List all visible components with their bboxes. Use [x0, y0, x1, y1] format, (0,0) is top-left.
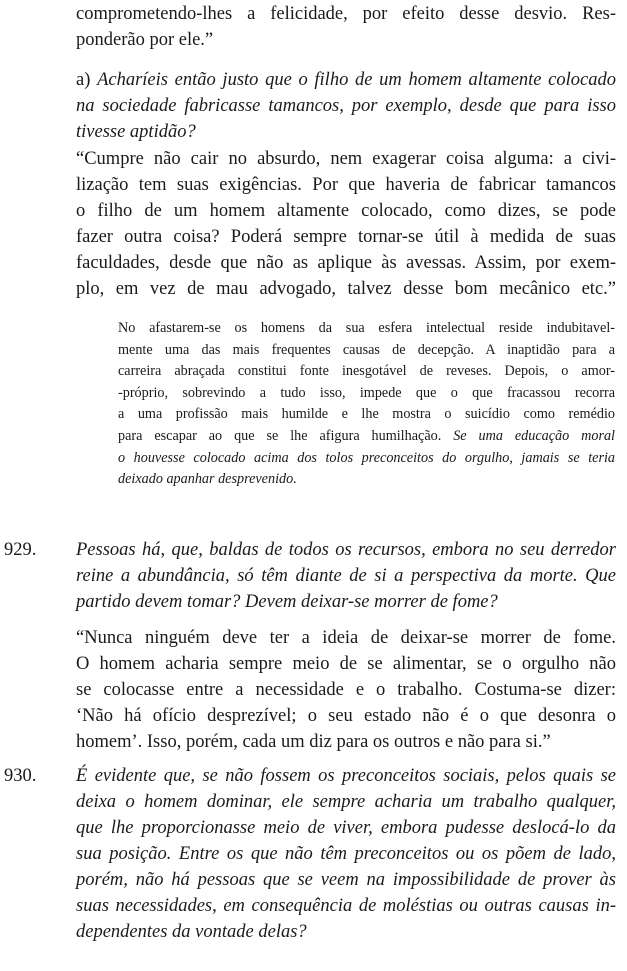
- commentary-line-7: o houvesse colocado acima dos tolos preconceitos do orgulho, jamais se teria: [118, 449, 615, 466]
- q929-question: [76, 537, 616, 615]
- item-a-answer-line-1: “Cumpre não cair no absurdo, nem exagerar coisa alguma: a civi-: [76, 149, 616, 169]
- q930-question-line-7: dependentes da vontade delas?: [76, 922, 307, 942]
- item-a-question-line-2: na sociedade fabricasse tamancos, por exemplo, desde que para isso: [76, 96, 616, 116]
- item-a-answer-line-2: lização tem suas exigências. Por que haveria de fabricar tamancos: [76, 175, 616, 195]
- commentary-mixed-regular: para escapar ao que se lhe afigura humilhação.: [118, 427, 442, 444]
- q930-question: [76, 763, 616, 945]
- item-a-question-first: Acharíeis então justo que o filho de um homem altamente colocado: [97, 70, 616, 90]
- item-a-question-line-3: tivesse aptidão?: [76, 122, 196, 142]
- q929-answer-line-1: “Nunca ninguém deve ter a ideia de deixar-se morrer de fome.: [76, 628, 616, 648]
- item-a-question-line-1: [76, 67, 616, 93]
- q930-question-line-3: que lhe proporcionasse meio de viver, embora pudesse deslocá-lo da: [76, 818, 616, 838]
- q930-question-line-6: suas necessidades, em consequência de moléstias ou outras causas in-: [76, 896, 616, 916]
- q929-question-line-2: reine a abundância, só têm diante de si a perspectiva da morte. Que: [76, 566, 616, 586]
- commentary-line-2: mente uma das mais frequentes causas de decepção. A inaptidão para a: [118, 341, 615, 358]
- item-a-label: a): [76, 70, 91, 90]
- commentary-line-3: carreira abraçada constitui fonte inesgotável de reveses. Depois, o amor-: [118, 363, 615, 380]
- commentary-line-4: -próprio, sobrevindo a tudo isso, impede que o que fracassou recorra: [118, 384, 615, 401]
- q929-answer: [76, 625, 616, 755]
- commentary-line-1: No afastarem-se os homens da sua esfera intelectual reside indubitavel-: [118, 320, 615, 336]
- q930-question-line-1: É evidente que, se não fossem os preconceitos sociais, pelos quais se: [76, 766, 616, 786]
- commentary-line-5: a uma profissão mais humilde e lhe mostra o suicídio como remédio: [118, 406, 615, 423]
- q929-question-line-1: Pessoas há, que, baldas de todos os recursos, embora no seu derredor: [76, 540, 616, 560]
- q929-answer-line-5: homem’. Isso, porém, cada um diz para os outros e não para si.”: [76, 732, 551, 752]
- q929-answer-line-2: O homem acharia sempre meio de se alimentar, se o orgulho não: [76, 654, 616, 674]
- commentary-line-6: [118, 426, 615, 448]
- item-a-answer-line-5: faculdades, desde que não as aplique às avessas. Assim, por exem-: [76, 253, 616, 273]
- intro-line-1: comprometendo-lhes a felicidade, por efeito desse desvio. Res-: [76, 4, 616, 24]
- intro-paragraph: [76, 1, 616, 53]
- q930-question-line-2: deixa o homem dominar, ele sempre acharia um trabalho qualquer,: [76, 792, 616, 812]
- intro-line-2: ponderão por ele.”: [76, 30, 214, 50]
- item-a-answer-line-4: fazer outra coisa? Poderá sempre tornar-se útil à medida de suas: [76, 227, 616, 247]
- q930-question-line-4: sua posição. Entre os que não têm preconceitos ou os põem de lado,: [76, 844, 616, 864]
- commentary-mixed-italic: Se uma educação moral: [453, 427, 616, 444]
- q930-question-line-5: porém, não há pessoas que se veem na impossibilidade de prover às: [76, 870, 616, 890]
- q929-answer-line-3: se colocasse entre a necessidade e o trabalho. Costuma-se dizer:: [76, 680, 616, 700]
- q929-answer-line-4: ‘Não há ofício desprezível; o seu estado não é o que desonra o: [76, 706, 616, 726]
- question-number-930: 930.: [4, 766, 37, 786]
- item-a-answer-line-6: plo, em vez de mau advogado, talvez desse bom mecânico etc.”: [76, 279, 616, 299]
- item-a-question: [76, 67, 616, 145]
- q929-question-line-3: partido devem tomar? Devem deixar-se morrer de fome?: [76, 592, 498, 612]
- commentary-line-8: deixado apanhar desprevenido.: [118, 471, 297, 488]
- question-number-929: 929.: [4, 540, 37, 560]
- item-a-answer: [76, 146, 616, 302]
- item-a-commentary: [118, 318, 615, 491]
- item-a-answer-line-3: o filho de um homem altamente colocado, como dizes, se pode: [76, 201, 616, 221]
